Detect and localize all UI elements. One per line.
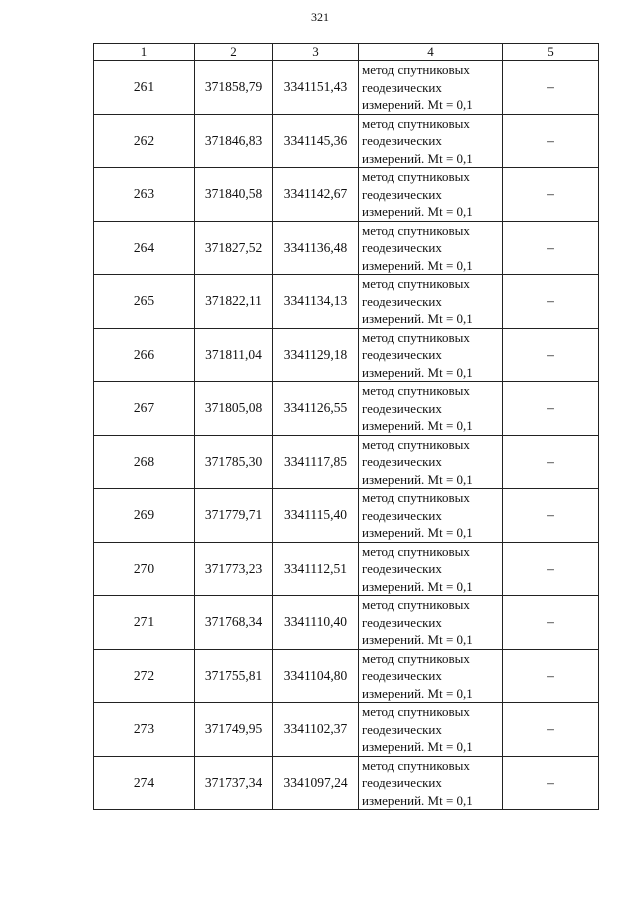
coordinates-table: [93, 43, 599, 810]
method-cell: [359, 435, 503, 489]
point-number-cell: 268: [94, 435, 195, 489]
method-line: метод спутниковых: [362, 62, 470, 77]
method-line: геодезических: [362, 186, 442, 202]
table-row: [94, 328, 599, 382]
table-row: [94, 114, 599, 168]
method-line: измерений. Mt = 0,1: [362, 364, 473, 380]
method-line: измерений. Mt = 0,1: [362, 578, 473, 594]
table-row: [94, 61, 599, 115]
column-5-cell: –: [503, 168, 599, 222]
method-line: метод спутниковых: [362, 115, 470, 131]
y-coordinate-cell: 3341126,55: [273, 382, 359, 436]
method-line: измерений. Mt = 0,1: [362, 792, 473, 808]
column-5-cell: –: [503, 649, 599, 703]
table-row: [94, 703, 599, 757]
point-number-cell: 266: [94, 328, 195, 382]
method-line: геодезических: [362, 668, 442, 683]
table-row: [94, 489, 599, 543]
method-line: геодезических: [362, 561, 442, 576]
point-number-cell: 273: [94, 703, 195, 757]
method-cell: [359, 596, 503, 650]
method-cell: [359, 703, 503, 757]
column-5-cell: –: [503, 275, 599, 329]
x-coordinate-cell: 371827,52: [195, 221, 273, 275]
method-line: метод спутниковых: [362, 276, 470, 291]
method-line: геодезических: [362, 400, 442, 416]
method-line: метод спутниковых: [362, 222, 470, 238]
method-line: метод спутниковых: [362, 757, 470, 773]
method-line: метод спутниковых: [362, 329, 470, 345]
column-5-cell: –: [503, 328, 599, 382]
method-line: геодезических: [362, 240, 442, 255]
column-5-cell: –: [503, 703, 599, 757]
header-col-4: 4: [359, 44, 503, 61]
x-coordinate-cell: 371858,79: [195, 61, 273, 115]
page-number: 321: [311, 10, 329, 24]
y-coordinate-cell: 3341134,13: [273, 275, 359, 329]
table-row: [94, 756, 599, 810]
y-coordinate-cell: 3341110,40: [273, 596, 359, 650]
table-row: [94, 435, 599, 489]
x-coordinate-cell: 371811,04: [195, 328, 273, 382]
method-cell: [359, 756, 503, 810]
header-col-3: 3: [273, 44, 359, 61]
table-row: [94, 221, 599, 275]
method-line: измерений. Mt = 0,1: [362, 525, 473, 540]
method-line: измерений. Mt = 0,1: [362, 471, 473, 487]
column-5-cell: –: [503, 542, 599, 596]
method-line: измерений. Mt = 0,1: [362, 311, 473, 326]
point-number-cell: 274: [94, 756, 195, 810]
method-line: метод спутниковых: [362, 650, 470, 666]
column-5-cell: –: [503, 489, 599, 543]
method-line: измерений. Mt = 0,1: [362, 150, 473, 166]
method-line: измерений. Mt = 0,1: [362, 97, 473, 112]
column-5-cell: –: [503, 221, 599, 275]
method-cell: [359, 328, 503, 382]
method-line: измерений. Mt = 0,1: [362, 685, 473, 701]
y-coordinate-cell: 3341104,80: [273, 649, 359, 703]
method-line: геодезических: [362, 293, 442, 309]
method-line: метод спутниковых: [362, 169, 470, 184]
header-col-1: 1: [94, 44, 195, 61]
y-coordinate-cell: 3341115,40: [273, 489, 359, 543]
column-5-cell: –: [503, 596, 599, 650]
y-coordinate-cell: 3341136,48: [273, 221, 359, 275]
point-number-cell: 265: [94, 275, 195, 329]
table-row: [94, 168, 599, 222]
y-coordinate-cell: 3341102,37: [273, 703, 359, 757]
table-body: [94, 61, 599, 810]
method-line: геодезических: [362, 775, 442, 790]
table-header-row: [94, 44, 599, 61]
x-coordinate-cell: 371785,30: [195, 435, 273, 489]
method-line: метод спутниковых: [362, 704, 470, 719]
x-coordinate-cell: 371737,34: [195, 756, 273, 810]
method-cell: [359, 649, 503, 703]
method-line: геодезических: [362, 454, 442, 469]
column-5-cell: –: [503, 61, 599, 115]
table-row: [94, 382, 599, 436]
x-coordinate-cell: 371779,71: [195, 489, 273, 543]
method-line: метод спутниковых: [362, 597, 470, 612]
method-line: измерений. Mt = 0,1: [362, 632, 473, 647]
y-coordinate-cell: 3341117,85: [273, 435, 359, 489]
point-number-cell: 264: [94, 221, 195, 275]
y-coordinate-cell: 3341129,18: [273, 328, 359, 382]
point-number-cell: 267: [94, 382, 195, 436]
point-number-cell: 261: [94, 61, 195, 115]
method-cell: [359, 382, 503, 436]
y-coordinate-cell: 3341142,67: [273, 168, 359, 222]
method-cell: [359, 275, 503, 329]
header-col-2: 2: [195, 44, 273, 61]
method-line: метод спутниковых: [362, 436, 470, 452]
table-row: [94, 596, 599, 650]
method-line: измерений. Mt = 0,1: [362, 204, 473, 219]
method-line: метод спутниковых: [362, 543, 470, 559]
method-line: геодезических: [362, 721, 442, 737]
method-cell: [359, 114, 503, 168]
point-number-cell: 272: [94, 649, 195, 703]
x-coordinate-cell: 371773,23: [195, 542, 273, 596]
x-coordinate-cell: 371755,81: [195, 649, 273, 703]
method-cell: [359, 542, 503, 596]
column-5-cell: –: [503, 382, 599, 436]
x-coordinate-cell: 371846,83: [195, 114, 273, 168]
table-row: [94, 649, 599, 703]
point-number-cell: 269: [94, 489, 195, 543]
method-line: измерений. Mt = 0,1: [362, 257, 473, 273]
point-number-cell: 263: [94, 168, 195, 222]
method-line: геодезических: [362, 133, 442, 148]
y-coordinate-cell: 3341145,36: [273, 114, 359, 168]
point-number-cell: 270: [94, 542, 195, 596]
method-line: геодезических: [362, 347, 442, 362]
method-cell: [359, 489, 503, 543]
method-cell: [359, 61, 503, 115]
table-row: [94, 275, 599, 329]
x-coordinate-cell: 371768,34: [195, 596, 273, 650]
x-coordinate-cell: 371805,08: [195, 382, 273, 436]
y-coordinate-cell: 3341097,24: [273, 756, 359, 810]
method-line: измерений. Mt = 0,1: [362, 739, 473, 754]
point-number-cell: 271: [94, 596, 195, 650]
method-line: геодезических: [362, 79, 442, 95]
method-line: метод спутниковых: [362, 490, 470, 505]
point-number-cell: 262: [94, 114, 195, 168]
column-5-cell: –: [503, 756, 599, 810]
x-coordinate-cell: 371840,58: [195, 168, 273, 222]
column-5-cell: –: [503, 435, 599, 489]
method-line: метод спутниковых: [362, 383, 470, 398]
method-line: измерений. Mt = 0,1: [362, 418, 473, 433]
y-coordinate-cell: 3341151,43: [273, 61, 359, 115]
method-line: геодезических: [362, 614, 442, 630]
column-5-cell: –: [503, 114, 599, 168]
method-cell: [359, 221, 503, 275]
table-row: [94, 542, 599, 596]
y-coordinate-cell: 3341112,51: [273, 542, 359, 596]
header-col-5: 5: [503, 44, 599, 61]
x-coordinate-cell: 371749,95: [195, 703, 273, 757]
x-coordinate-cell: 371822,11: [195, 275, 273, 329]
method-line: геодезических: [362, 507, 442, 523]
method-cell: [359, 168, 503, 222]
